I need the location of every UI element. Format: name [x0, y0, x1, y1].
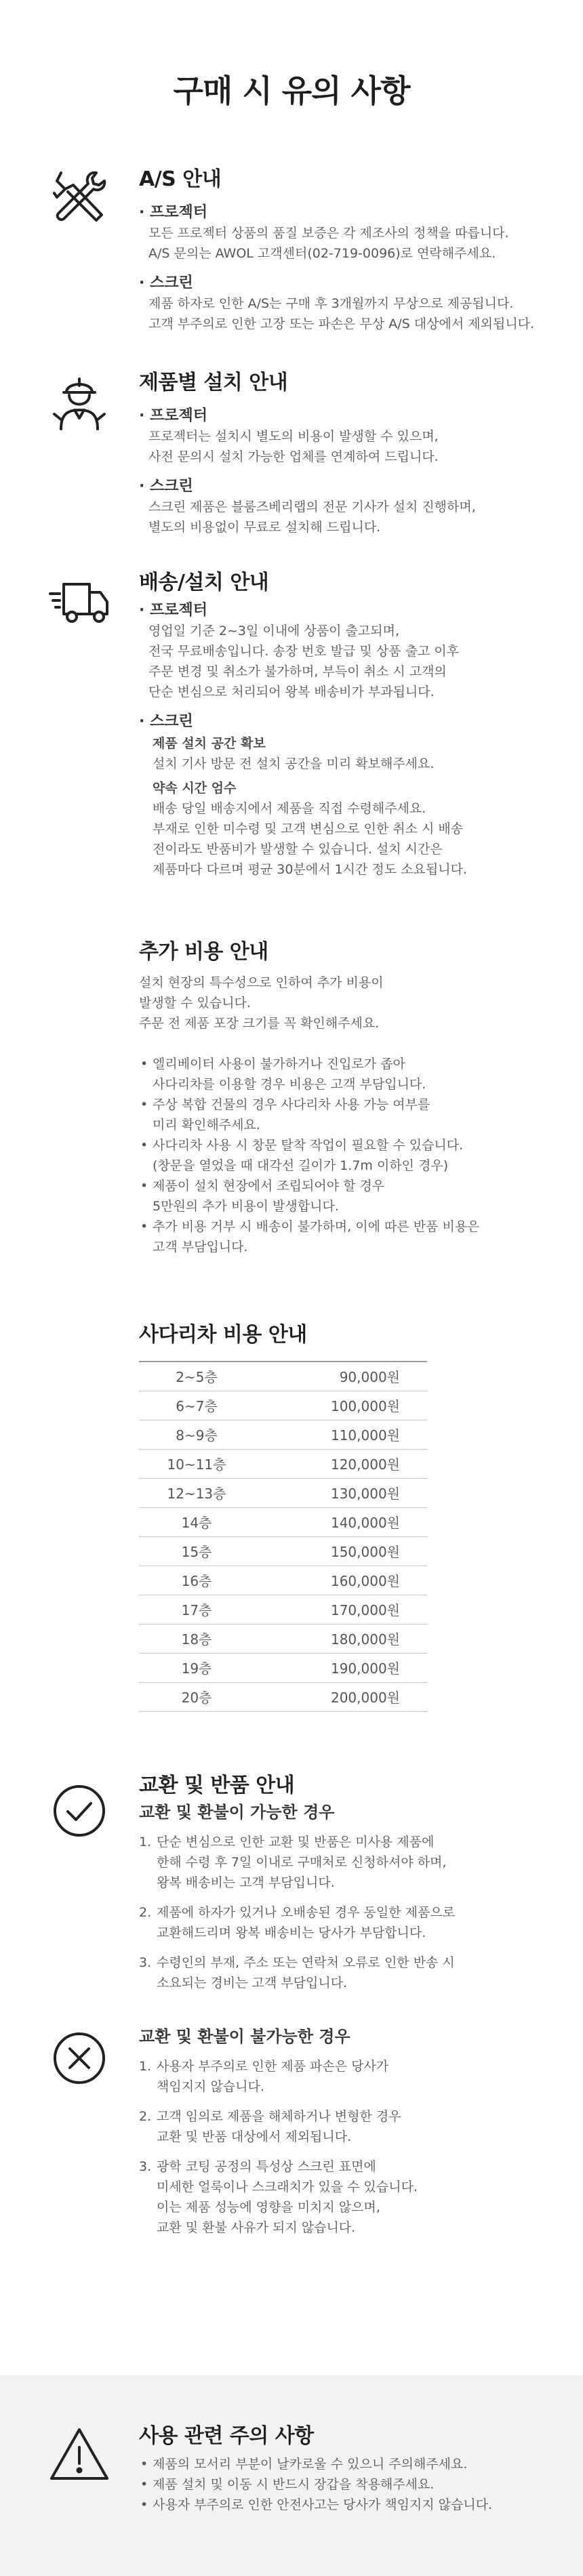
warning-icon [47, 2423, 112, 2487]
list-item: 3. 광학 코팅 공정의 특성상 스크린 표면에 미세한 얼룩이나 스크래치가 있을 수 있습니다. 이는 제품 성능에 영향을 미치지 않으며, 교환 및 환불 사유가 되지 않습니다. [139, 2159, 418, 2235]
delivery-title: 배송/설치 안내 [139, 571, 269, 594]
price-cell: 100,000원 [254, 1391, 427, 1420]
price-cell: 110,000원 [254, 1420, 427, 1449]
floor-cell: 19층 [139, 1653, 254, 1682]
install-title: 제품별 설치 안내 [139, 371, 288, 394]
floor-cell: 17층 [139, 1595, 254, 1624]
price-cell: 190,000원 [254, 1653, 427, 1682]
price-cell: 140,000원 [254, 1507, 427, 1536]
extra-intro: 설치 현장의 특수성으로 인하여 추가 비용이 발생할 수 있습니다. 주문 전 제품 포장 크기를 꼭 확인해주세요. [139, 975, 384, 1031]
floor-cell: 15층 [139, 1536, 254, 1566]
floor-cell: 16층 [139, 1566, 254, 1595]
floor-cell: 12~13층 [139, 1478, 254, 1507]
list-item: 1. 사용자 부주의로 인한 제품 파손은 당사가 책임지지 않습니다. [139, 2059, 389, 2094]
list-item: 2. 고객 임의로 제품을 해체하거나 변형한 경우 교환 및 반품 대상에서 제외됩니다. [139, 2109, 401, 2144]
table-row [139, 1536, 427, 1566]
price-cell: 200,000원 [254, 1682, 427, 1711]
as-title: A/S 안내 [139, 167, 222, 191]
floor-cell: 2~5층 [139, 1362, 254, 1391]
floor-cell: 20층 [139, 1682, 254, 1711]
price-cell: 150,000원 [254, 1536, 427, 1566]
install-screen-text: 스크린 제품은 블룸즈베리랩의 전문 기사가 설치 진행하며, 별도의 비용없이 무료로 설치해 드립니다. [148, 499, 476, 535]
as-projector-label: · 프로젝터 [139, 204, 208, 221]
table-row [139, 1420, 427, 1449]
space-text: 설치 기사 방문 전 설치 공간을 미리 확보해주세요. [153, 756, 435, 771]
list-item: • 엘리베이터 사용이 불가하거나 진입로가 좁아 사다리차를 이용할 경우 비용은 고객 부담입니다. [139, 1054, 556, 1095]
floor-cell: 14층 [139, 1507, 254, 1536]
table-row [139, 1653, 427, 1682]
check-circle-icon [47, 1779, 112, 1843]
table-row [139, 1595, 427, 1624]
floor-cell: 10~11층 [139, 1449, 254, 1478]
ladder-title: 사다리차 비용 안내 [139, 1323, 307, 1347]
tools-icon [47, 166, 112, 230]
table-row [139, 1362, 427, 1391]
list-item: 1. 단순 변심으로 인한 교환 및 반품은 미사용 제품에 한해 수령 후 7일 이내로 구매처로 신청하셔야 하며, 왕복 배송비는 고객 부담입니다. [139, 1835, 447, 1890]
price-cell: 160,000원 [254, 1566, 427, 1595]
x-circle-icon [47, 2026, 112, 2091]
list-item: • 추가 비용 거부 시 배송이 불가하며, 이에 따른 반품 비용은 고객 부담입니다. [139, 1217, 556, 1257]
list-item: • 제품 설치 및 이동 시 반드시 장갑을 착용해주세요. [139, 2474, 556, 2495]
table-row [139, 1682, 427, 1711]
exchange-title: 교환 및 반품 안내 [139, 1774, 295, 1797]
floor-cell: 8~9층 [139, 1420, 254, 1449]
time-text: 배송 당일 배송지에서 제품을 직접 수령해주세요. 부재로 인한 미수령 및 고객 변심으로 인한 취소 시 배송 전이라도 반품비가 발생할 수 있습니다. 설치 시간은 제품마다 다르며 평균 30분에서 1시간 정도 소요됩니다. [153, 801, 467, 877]
truck-icon [47, 569, 112, 634]
list-item: • 제품이 설치 현장에서 조립되어야 할 경우 5만원의 추가 비용이 발생합니다. [139, 1176, 556, 1217]
as-screen-text: 제품 하자로 인한 A/S는 구매 후 3개월까지 무상으로 제공됩니다. 고객 부주의로 인한 고장 또는 파손은 무상 A/S 대상에서 제외됩니다. [148, 296, 535, 331]
price-cell: 170,000원 [254, 1595, 427, 1624]
list-item: 2. 제품에 하자가 있거나 오배송된 경우 동일한 제품으로 교환해드리며 왕복 배송비는 당사가 부담합니다. [139, 1905, 456, 1940]
delivery-projector-label: · 프로젝터 [139, 602, 208, 619]
floor-cell: 6~7층 [139, 1391, 254, 1420]
caution-list [139, 2454, 556, 2515]
install-projector-label: · 프로젝터 [139, 407, 208, 424]
ladder-table [139, 1361, 427, 1712]
table-row [139, 1449, 427, 1478]
install-projector-text: 프로젝터는 설치시 별도의 비용이 발생할 수 있으며, 사전 문의시 설치 가능한 업체를 연계하여 드립니다. [148, 429, 439, 464]
page-title: 구매 시 유의 사항 [173, 73, 410, 109]
table-row [139, 1478, 427, 1507]
exchange-impossible-title: 교환 및 환불이 불가능한 경우 [139, 2027, 350, 2046]
table-row [139, 1566, 427, 1595]
delivery-projector-text: 영업일 기준 2~3일 이내에 상품이 출고되며, 전국 무료배송입니다. 송장 번호 발급 및 상품 출고 이후 주문 변경 및 취소가 불가하며, 부득이 취소 시 고객의 단순 변심으로 처리되어 왕복 배송비가 부과됩니다. [148, 623, 460, 699]
price-cell: 90,000원 [254, 1362, 427, 1391]
price-cell: 120,000원 [254, 1449, 427, 1478]
list-item: • 사다리차 사용 시 창문 탈착 작업이 필요할 수 있습니다. (창문을 열었을 때 대각선 길이가 1.7m 이하인 경우) [139, 1135, 556, 1176]
time-title: 약속 시간 엄수 [153, 781, 237, 796]
list-item: • 사용자 부주의로 인한 안전사고는 당사가 책임지지 않습니다. [139, 2495, 556, 2515]
extra-title: 추가 비용 안내 [139, 940, 268, 964]
as-projector-text: 모든 프로젝터 상품의 품질 보증은 각 제조사의 정책을 따릅니다. A/S 문의는 AWOL 고객센터(02-719-0096)로 연락해주세요. [148, 226, 509, 261]
price-cell: 180,000원 [254, 1624, 427, 1653]
extra-bullets [139, 1054, 556, 1257]
table-row [139, 1391, 427, 1420]
as-screen-label: · 스크린 [139, 274, 193, 291]
technician-icon [47, 369, 112, 434]
space-title: 제품 설치 공간 확보 [153, 736, 266, 751]
floor-cell: 18층 [139, 1624, 254, 1653]
list-item: • 제품의 모서리 부분이 날카로울 수 있으니 주의해주세요. [139, 2454, 556, 2474]
install-screen-label: · 스크린 [139, 478, 193, 495]
list-item: • 주상 복합 건물의 경우 사다리차 사용 가능 여부를 미리 확인해주세요. [139, 1095, 556, 1135]
price-cell: 130,000원 [254, 1478, 427, 1507]
caution-title: 사용 관련 주의 사항 [139, 2424, 314, 2448]
delivery-screen-label: · 스크린 [139, 713, 193, 730]
table-row [139, 1624, 427, 1653]
exchange-possible-title: 교환 및 환불이 가능한 경우 [139, 1803, 335, 1822]
list-item: 3. 수령인의 부재, 주소 또는 연락처 오류로 인한 반송 시 소요되는 경비는 고객 부담입니다. [139, 1955, 455, 1990]
table-row [139, 1507, 427, 1536]
